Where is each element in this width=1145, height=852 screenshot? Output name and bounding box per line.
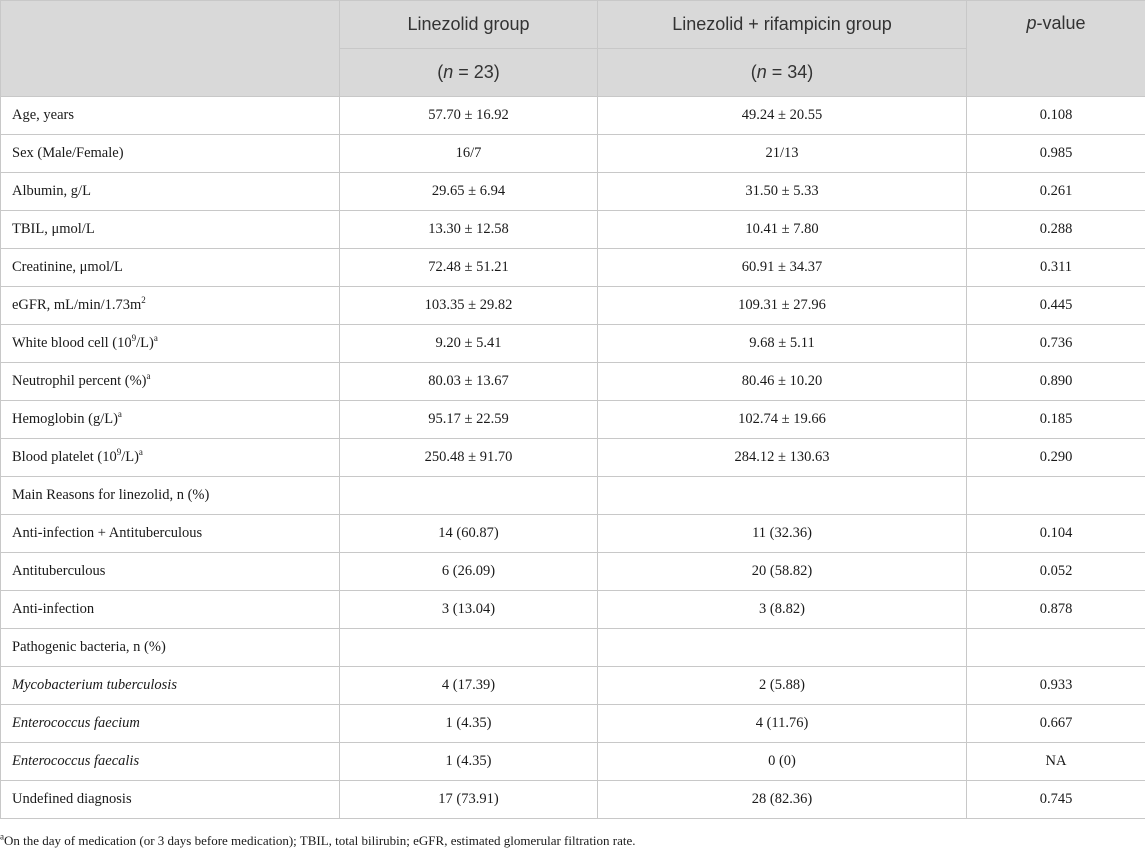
label-text: Hemoglobin (g/L) xyxy=(12,411,118,427)
linezolid-value: 250.48 ± 91.70 xyxy=(340,439,598,477)
combo-value: 21/13 xyxy=(598,135,967,173)
table-row xyxy=(1,553,1145,591)
p-value: 0.311 xyxy=(967,249,1145,287)
p-value: 0.104 xyxy=(967,515,1145,553)
linezolid-value: 17 (73.91) xyxy=(340,781,598,819)
table-row xyxy=(1,97,1145,135)
row-label xyxy=(1,363,340,401)
table-body xyxy=(1,97,1145,819)
label-exponent: 2 xyxy=(141,295,146,306)
row-label: Enterococcus faecium xyxy=(1,705,340,743)
footnote-marker: a xyxy=(146,371,151,382)
p-value: 0.288 xyxy=(967,211,1145,249)
footnote-marker: a xyxy=(138,447,143,458)
p-value: 0.745 xyxy=(967,781,1145,819)
linezolid-value: 6 (26.09) xyxy=(340,553,598,591)
label-text: White blood cell (10 xyxy=(12,335,132,351)
n-open-paren: ( xyxy=(750,62,757,82)
table-row xyxy=(1,325,1145,363)
combo-value xyxy=(598,477,967,515)
linezolid-value: 3 (13.04) xyxy=(340,591,598,629)
label-text: eGFR, mL/min/1.73m xyxy=(12,297,142,313)
combo-value: 284.12 ± 130.63 xyxy=(598,439,967,477)
combo-value: 3 (8.82) xyxy=(598,591,967,629)
footnote-text: On the day of medication (or 3 days before medication); TBIL, total bilirubin; eGFR, estimated glomerular filtration rate. xyxy=(4,833,636,848)
table-row xyxy=(1,743,1145,781)
header-p-suffix: -value xyxy=(1036,13,1086,33)
table-row xyxy=(1,363,1145,401)
linezolid-value: 1 (4.35) xyxy=(340,705,598,743)
linezolid-value: 9.20 ± 5.41 xyxy=(340,325,598,363)
header-linezolid-label: Linezolid group xyxy=(407,14,530,34)
section-row xyxy=(1,629,1145,667)
table-row xyxy=(1,249,1145,287)
row-label xyxy=(1,325,340,363)
row-label: Anti-infection + Antituberculous xyxy=(1,515,340,553)
p-value: 0.052 xyxy=(967,553,1145,591)
combo-value xyxy=(598,629,967,667)
header-empty-cell xyxy=(1,1,340,97)
footnote-marker: a xyxy=(117,409,122,420)
linezolid-value: 72.48 ± 51.21 xyxy=(340,249,598,287)
linezolid-value: 4 (17.39) xyxy=(340,667,598,705)
table-row xyxy=(1,705,1145,743)
row-label xyxy=(1,287,340,325)
header-combo-label: Linezolid + rifampicin group xyxy=(672,14,892,34)
p-value: 0.261 xyxy=(967,173,1145,211)
row-label xyxy=(1,401,340,439)
combo-value: 10.41 ± 7.80 xyxy=(598,211,967,249)
combo-value: 109.31 ± 27.96 xyxy=(598,287,967,325)
row-label: Anti-infection xyxy=(1,591,340,629)
section-label: Pathogenic bacteria, n (%) xyxy=(1,629,340,667)
p-value: 0.736 xyxy=(967,325,1145,363)
p-value: 0.445 xyxy=(967,287,1145,325)
row-label: TBIL, μmol/L xyxy=(1,211,340,249)
p-value: NA xyxy=(967,743,1145,781)
row-label: Antituberculous xyxy=(1,553,340,591)
combo-value: 20 (58.82) xyxy=(598,553,967,591)
linezolid-value: 103.35 ± 29.82 xyxy=(340,287,598,325)
table-row xyxy=(1,515,1145,553)
row-label: Creatinine, μmol/L xyxy=(1,249,340,287)
label-exponent: 9 xyxy=(116,447,122,458)
p-value: 0.878 xyxy=(967,591,1145,629)
row-label: Undefined diagnosis xyxy=(1,781,340,819)
label-unit: /L) xyxy=(136,335,154,351)
linezolid-value: 80.03 ± 13.67 xyxy=(340,363,598,401)
section-label: Main Reasons for linezolid, n (%) xyxy=(1,477,340,515)
row-label: Mycobacterium tuberculosis xyxy=(1,667,340,705)
label-unit: /L) xyxy=(121,449,139,465)
row-label: Enterococcus faecalis xyxy=(1,743,340,781)
label-text: Neutrophil percent (%) xyxy=(12,373,147,389)
row-label: Age, years xyxy=(1,97,340,135)
section-row xyxy=(1,477,1145,515)
linezolid-value xyxy=(340,477,598,515)
table-row xyxy=(1,211,1145,249)
footnote-marker: a xyxy=(0,831,4,842)
combo-value: 11 (32.36) xyxy=(598,515,967,553)
header-p-letter: p xyxy=(1026,13,1037,33)
label-exponent: 9 xyxy=(131,333,137,344)
footnote-marker: a xyxy=(153,333,158,344)
table-row xyxy=(1,439,1145,477)
p-value xyxy=(967,477,1145,515)
header-n-combo xyxy=(598,49,967,97)
n-linezolid-value: = 23) xyxy=(453,62,500,82)
combo-value: 0 (0) xyxy=(598,743,967,781)
table-row xyxy=(1,287,1145,325)
combo-value: 49.24 ± 20.55 xyxy=(598,97,967,135)
n-combo-value: = 34) xyxy=(766,62,814,82)
row-label xyxy=(1,439,340,477)
label-text: Blood platelet (10 xyxy=(12,449,117,465)
linezolid-value: 57.70 ± 16.92 xyxy=(340,97,598,135)
p-value: 0.290 xyxy=(967,439,1145,477)
row-label: Albumin, g/L xyxy=(1,173,340,211)
table-row xyxy=(1,173,1145,211)
header-p-value xyxy=(967,1,1145,97)
header-n-linezolid xyxy=(340,49,598,97)
header-combo-group xyxy=(598,1,967,49)
p-value: 0.890 xyxy=(967,363,1145,401)
n-letter: n xyxy=(756,62,767,82)
n-open-paren: ( xyxy=(437,62,444,82)
linezolid-value xyxy=(340,629,598,667)
n-letter: n xyxy=(443,62,454,82)
p-value: 0.985 xyxy=(967,135,1145,173)
combo-value: 28 (82.36) xyxy=(598,781,967,819)
combo-value: 4 (11.76) xyxy=(598,705,967,743)
linezolid-value: 14 (60.87) xyxy=(340,515,598,553)
combo-value: 2 (5.88) xyxy=(598,667,967,705)
header-row xyxy=(1,1,1145,49)
p-value: 0.108 xyxy=(967,97,1145,135)
table-footnote xyxy=(0,833,1145,849)
linezolid-value: 29.65 ± 6.94 xyxy=(340,173,598,211)
linezolid-value: 95.17 ± 22.59 xyxy=(340,401,598,439)
combo-value: 31.50 ± 5.33 xyxy=(598,173,967,211)
row-label: Sex (Male/Female) xyxy=(1,135,340,173)
linezolid-value: 1 (4.35) xyxy=(340,743,598,781)
p-value: 0.185 xyxy=(967,401,1145,439)
p-value: 0.667 xyxy=(967,705,1145,743)
table-row xyxy=(1,667,1145,705)
table-header xyxy=(1,1,1145,97)
p-value: 0.933 xyxy=(967,667,1145,705)
table-row xyxy=(1,135,1145,173)
header-linezolid-group xyxy=(340,1,598,49)
linezolid-value: 16/7 xyxy=(340,135,598,173)
table-row xyxy=(1,781,1145,819)
table-row xyxy=(1,401,1145,439)
combo-value: 60.91 ± 34.37 xyxy=(598,249,967,287)
linezolid-value: 13.30 ± 12.58 xyxy=(340,211,598,249)
combo-value: 80.46 ± 10.20 xyxy=(598,363,967,401)
combo-value: 9.68 ± 5.11 xyxy=(598,325,967,363)
combo-value: 102.74 ± 19.66 xyxy=(598,401,967,439)
table-row xyxy=(1,591,1145,629)
p-value xyxy=(967,629,1145,667)
